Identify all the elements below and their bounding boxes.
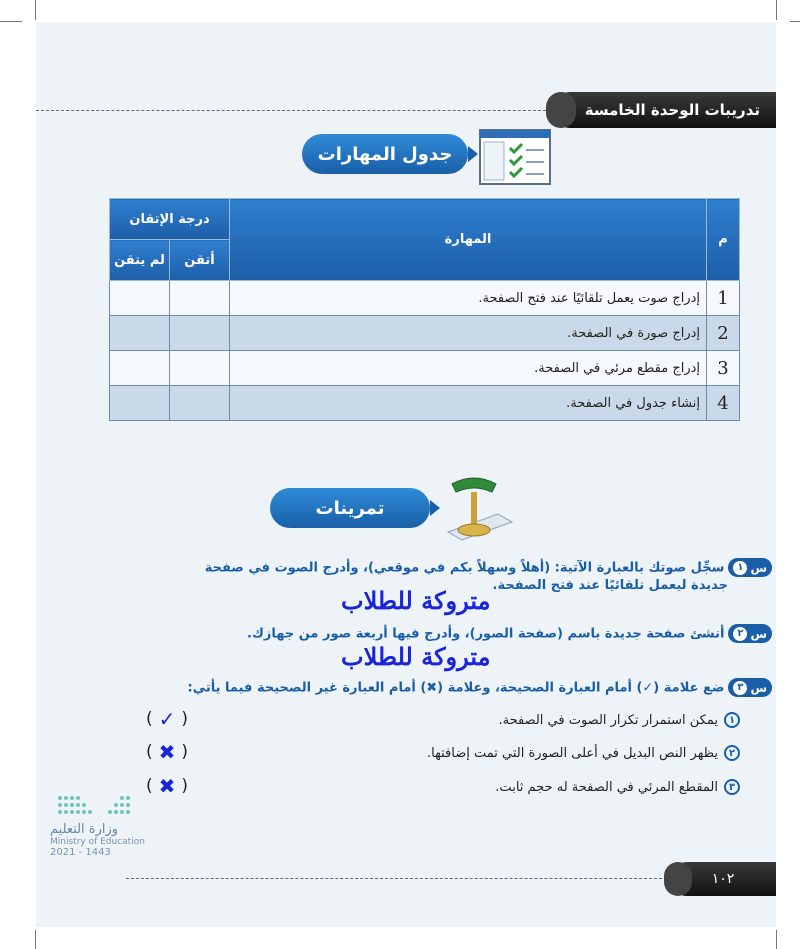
not-mastered-cell[interactable] (110, 281, 170, 316)
question-1: س ١ سجِّل صوتك بالعبارة الآتية: (أهلاً وسهلاً بكم في موقعي)، وأدرج الصوت في صفحة (72, 558, 772, 577)
page-number: ١٠٢ (670, 862, 776, 896)
tf-answer-1[interactable]: ( ✓ ) (146, 707, 189, 731)
col-skill: المهارة (230, 199, 707, 281)
row-skill: إدراج صورة في الصفحة. (230, 316, 707, 351)
question-badge: س ٣ (728, 678, 772, 697)
crop-mark (35, 0, 36, 20)
tf-answer-3[interactable]: ( ✖ ) (146, 774, 189, 798)
unit-tab-label: تدريبات الوحدة الخامسة (584, 101, 760, 119)
arrow-icon (430, 500, 440, 516)
tf-answer-2[interactable]: ( ✖ ) (146, 740, 189, 764)
header-divider (36, 110, 556, 111)
skills-title: جدول المهارات (302, 134, 468, 174)
handwritten-note: متروكة للطلاب (341, 586, 491, 615)
question-badge: س ٢ (728, 624, 772, 643)
tab-knob-icon (664, 862, 692, 896)
row-skill: إنشاء جدول في الصفحة. (230, 386, 707, 421)
unit-tab (552, 92, 776, 128)
not-mastered-cell[interactable] (110, 316, 170, 351)
mastered-cell[interactable] (170, 281, 230, 316)
crop-mark (776, 0, 777, 20)
mastered-cell[interactable] (170, 316, 230, 351)
page-sheet (36, 22, 776, 927)
table-row (110, 351, 740, 386)
col-num: م (707, 199, 740, 281)
col-degree: درجة الإتقان (110, 199, 230, 240)
crop-mark (0, 21, 22, 22)
col-mastered: أتقن (170, 240, 230, 281)
ministry-block (50, 822, 145, 858)
desk-lamp-icon (438, 472, 518, 542)
ministry-ar: وزارة التعليم (50, 822, 119, 837)
exercises-title: تمرينات (270, 488, 430, 528)
tf-item-2: ٢ يظهر النص البديل في أعلى الصورة التي تمت إضافتها. (427, 745, 740, 761)
row-num: 4 (707, 386, 740, 421)
not-mastered-cell[interactable] (110, 386, 170, 421)
tf-item-1: ١ يمكن استمرار تكرار الصوت في الصفحة. (498, 712, 740, 728)
not-mastered-cell[interactable] (110, 351, 170, 386)
mastered-cell[interactable] (170, 386, 230, 421)
row-skill: إدراج مقطع مرئي في الصفحة. (230, 351, 707, 386)
question-2: س ٢ أنشئ صفحة جديدة باسم (صفحة الصور)، وأدرج فيها أربعة صور من جهازك. (72, 624, 772, 643)
table-row (110, 386, 740, 421)
footer-divider (126, 878, 672, 879)
ministry-year: 2021 - 1443 (50, 847, 111, 858)
row-skill: إدراج صوت يعمل تلقائيًا عند فتح الصفحة. (230, 281, 707, 316)
mastered-cell[interactable] (170, 351, 230, 386)
ministry-en: Ministry of Education (50, 837, 145, 847)
row-num: 3 (707, 351, 740, 386)
question-3: س ٣ ضع علامة (✓) أمام العبارة الصحيحة، وعلامة (✖) أمام العبارة غير الصحيحة فيما يأتي: (72, 678, 772, 697)
question-1-cont: جديدة ليعمل تلقائيًا عند فتح الصفحة. (492, 578, 728, 593)
checklist-icon (476, 124, 556, 188)
crop-mark (35, 930, 36, 949)
table-row (110, 281, 740, 316)
handwritten-note: متروكة للطلاب (341, 642, 491, 671)
tf-item-3: ٣ المقطع المرئي في الصفحة له حجم ثابت. (495, 779, 740, 795)
arrow-icon (468, 146, 478, 162)
tab-knob-icon (546, 92, 576, 128)
col-not-mastered: لم يتقن (110, 240, 170, 281)
ministry-logo-icon (50, 790, 160, 824)
crop-mark (790, 21, 800, 22)
table-row (110, 316, 740, 351)
skills-table (109, 198, 740, 421)
row-num: 2 (707, 316, 740, 351)
question-badge: س ١ (728, 558, 772, 577)
row-num: 1 (707, 281, 740, 316)
crop-mark (776, 930, 777, 949)
